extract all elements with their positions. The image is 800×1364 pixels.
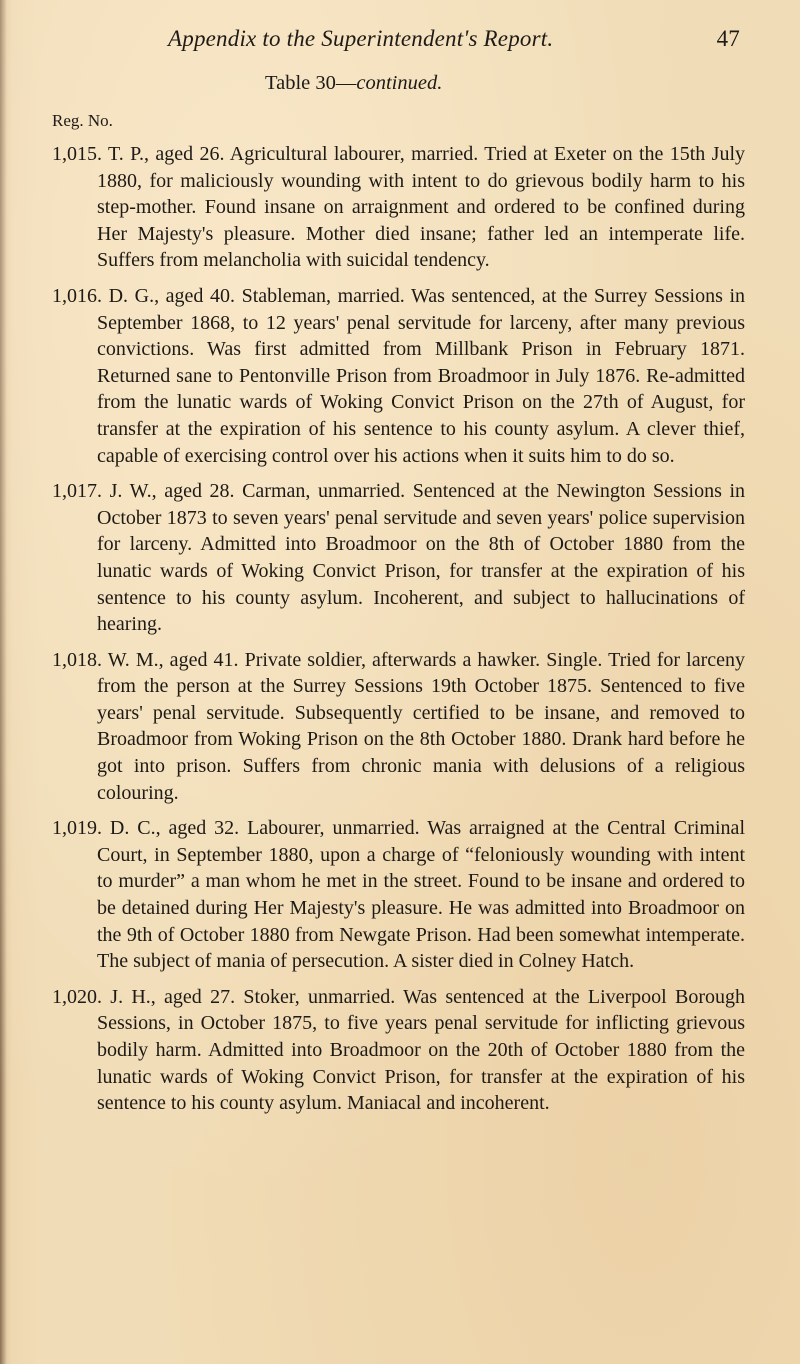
table-title-continued: continued. [356,72,443,94]
table-title [265,72,442,95]
case-entry [52,283,745,469]
case-entry [52,478,745,638]
page-number: 47 [716,26,740,51]
case-text: W. M., aged 41. Private soldier, afterwards a hawker. Single. Tried for larceny from the person at the Surrey Sessions 19th October 1875. Sentenced to five years' penal servitude. Subsequently certified to be insane, and removed to Broadmoor from Woking Prison on the 8th October 1880. Drank hard before he got into prison. Suffers from chronic mania with delusions of a religious colouring. [97,648,745,804]
case-text: D. C., aged 32. Labourer, unmarried. Was arraigned at the Central Criminal Court, in September 1880, upon a charge of “feloniously wounding with intent to murder” a man whom he met in the street. Found to be insane and ordered to be detained during Her Majesty's pleasure. He was admitted into Broadmoor on the 9th of October 1880 from Newgate Prison. Had been somewhat intemperate. The subject of mania of persecution. A sister died in Colney Hatch. [97,817,745,973]
case-text: J. W., aged 28. Carman, unmarried. Sentenced at the Newington Sessions in October 1873 to seven years' penal servitude and seven years' police supervision for larceny. Admitted into Broadmoor on the 8th of October 1880 from the lunatic wards of Woking Convict Prison, for transfer at the expiration of his sentence to his county asylum. Incoherent, and subject to hallucinations of hearing. [97,480,746,636]
table-title-prefix: Table 30— [265,72,357,94]
case-text: J. H., aged 27. Stoker, unmarried. Was sentenced at the Liverpool Borough Sessions, in October 1875, to five years penal servitude for inflicting grievous bodily harm. Admitted into Broadmoor on the 20th of October 1880 from the lunatic wards of Woking Convict Prison, for transfer at the expiration of his sentence to his county asylum. Maniacal and incoherent. [97,985,746,1115]
case-entries [52,141,745,1126]
case-entry [52,141,745,274]
case-entry [52,647,745,807]
reg-number: 1,019. [52,817,102,840]
reg-number: 1,018. [52,648,102,671]
case-entry [52,815,745,975]
case-text: T. P., aged 26. Agricultural labourer, married. Tried at Exeter on the 15th July 1880, for maliciously wounding with intent to do grievous bodily harm to his step-mother. Found insane on arraignment and ordered to be confined during Her Majesty's pleasure. Mother died insane; father led an intemperate life. Suffers from melancholia with suicidal tendency. [97,143,746,272]
case-text: D. G., aged 40. Stableman, married. Was sentenced, at the Surrey Sessions in September 1868, to 12 years' penal servitude for larceny, after many previous convictions. Was first admitted from Millbank Prison in February 1871. Returned sane to Pentonville Prison from Broadmoor in July 1876. Re-admitted from the lunatic wards of Woking Convict Prison on the 27th of August, for transfer at the expiration of his sentence to his county asylum. A clever thief, capable of exercising control over his actions when it suits him to do so. [97,284,745,467]
reg-number: 1,015. [52,143,102,165]
case-entry [52,984,745,1117]
reg-no-column-label: Reg. No. [52,111,113,130]
reg-number: 1,017. [52,480,102,503]
reg-number: 1,016. [52,284,102,307]
reg-number: 1,020. [52,985,102,1008]
running-head [168,26,740,52]
running-title: Appendix to the Superintendent's Report. [168,26,554,51]
